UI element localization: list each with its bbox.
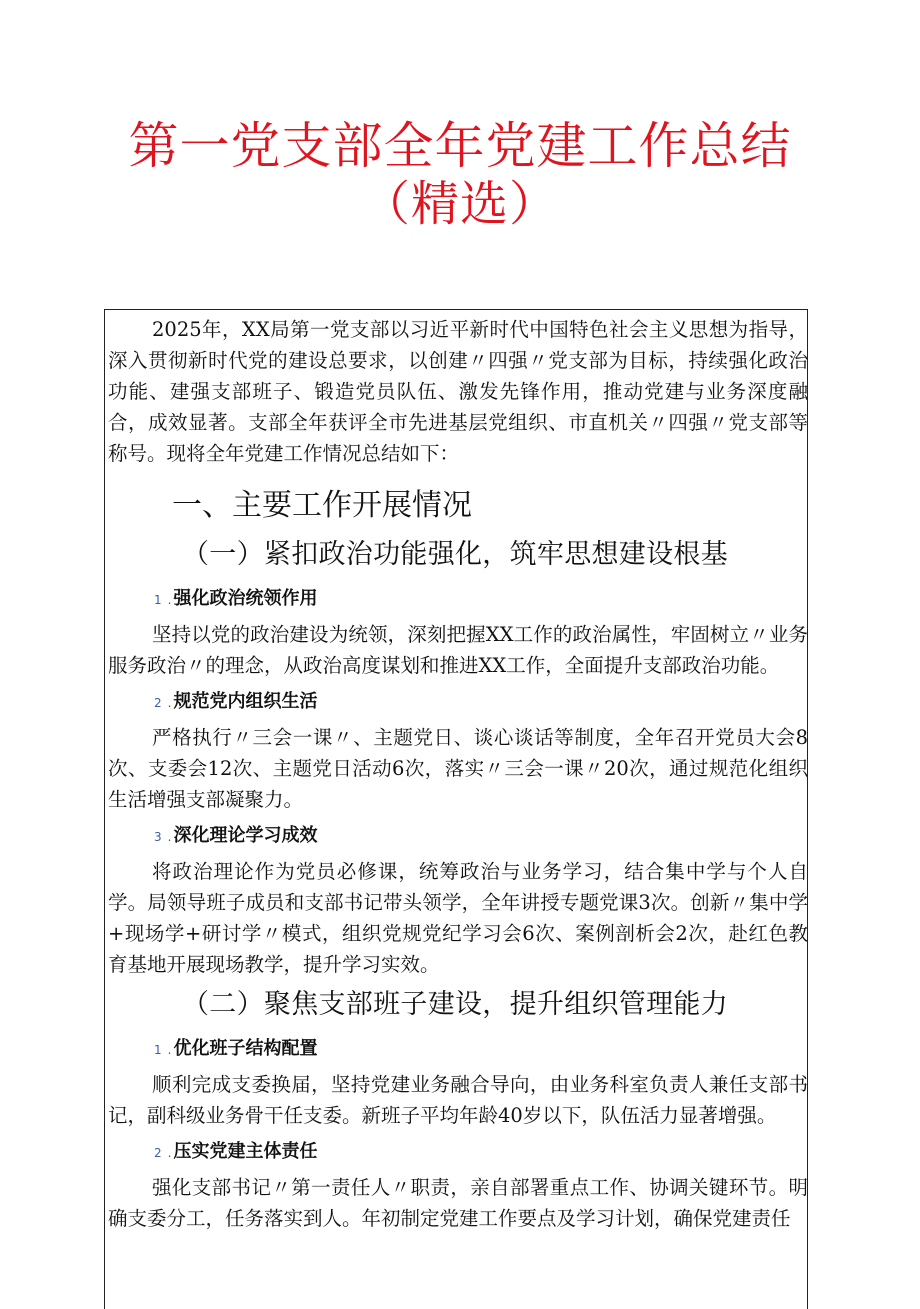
- document-title-line1: 第一党支部全年党建工作总结: [128, 117, 792, 175]
- item-dot: .: [167, 696, 172, 710]
- item-number: 2: [154, 696, 162, 710]
- item-paragraph: 严格执行〃三会一课〃、主题党日、谈心谈话等制度，全年召开党员大会8次、支委会12次、主题党日活动6次，落实〃三会一课〃20次，通过规范化组织生活增强支部凝聚力。: [108, 726, 808, 811]
- item-title: 压实党建主体责任: [173, 1141, 318, 1162]
- document-title-line2: （精选）: [361, 176, 558, 232]
- item-heading: [108, 687, 808, 718]
- item-heading: [108, 584, 808, 615]
- item-number: 1: [154, 1043, 162, 1057]
- item-title: 规范党内组织生活: [173, 691, 318, 712]
- subsection-heading-2: （二）聚焦支部班子建设，提升组织管理能力: [182, 989, 728, 1020]
- item-dot: .: [167, 593, 172, 607]
- item-heading: [108, 1137, 808, 1168]
- item-paragraph: 坚持以党的政治建设为统领，深刻把握XX工作的政治属性，牢固树立〃业务服务政治〃的理念，从政治高度谋划和推进XX工作，全面提升支部政治功能。: [108, 623, 808, 677]
- item-paragraph: 顺利完成支委换届，坚持党建业务融合导向，由业务科室负责人兼任支部书记，副科级业务骨干任支委。新班子平均年龄40岁以下，队伍活力显著增强。: [108, 1073, 808, 1127]
- item-number: 3: [154, 830, 162, 844]
- item-heading: [108, 1034, 808, 1065]
- item-title: 优化班子结构配置: [173, 1038, 318, 1059]
- document-body: [108, 312, 808, 1234]
- item-dot: .: [167, 1043, 172, 1057]
- section-heading: 一、主要工作开展情况: [172, 488, 472, 523]
- subsection-heading-1: （一）紧扣政治功能强化，筑牢思想建设根基: [182, 539, 728, 570]
- item-heading: [108, 821, 808, 852]
- item-paragraph: 强化支部书记〃第一责任人〃职责，亲自部署重点工作、协调关键环节。明确支委分工，任务落实到人。年初制定党建工作要点及学习计划，确保党建责任: [108, 1176, 808, 1230]
- item-dot: .: [167, 1146, 172, 1160]
- item-number: 2: [154, 1146, 162, 1160]
- item-dot: .: [167, 830, 172, 844]
- item-number: 1: [154, 593, 162, 607]
- intro-paragraph: 2025年，XX局第一党支部以习近平新时代中国特色社会主义思想为指导，深入贯彻新时代党的建设总要求，以创建〃四强〃党支部为目标，持续强化政治功能、建强支部班子、锻造党员队伍、激发先锋作用，推动党建与业务深度融合，成效显著。支部全年获评全市先进基层党组织、市直机关〃四强〃党支部等称号。现将全年党建工作情况总结如下：: [108, 318, 808, 465]
- item-title: 强化政治统领作用: [173, 588, 318, 609]
- item-paragraph: 将政治理论作为党员必修课，统筹政治与业务学习，结合集中学与个人自学。局领导班子成员和支部书记带头领学，全年讲授专题党课3次。创新〃集中学+现场学+研讨学〃模式，组织党规党纪学习会6次、案例剖析会2次，赴红色教育基地开展现场教学，提升学习实效。: [108, 860, 808, 976]
- item-title: 深化理论学习成效: [173, 825, 318, 846]
